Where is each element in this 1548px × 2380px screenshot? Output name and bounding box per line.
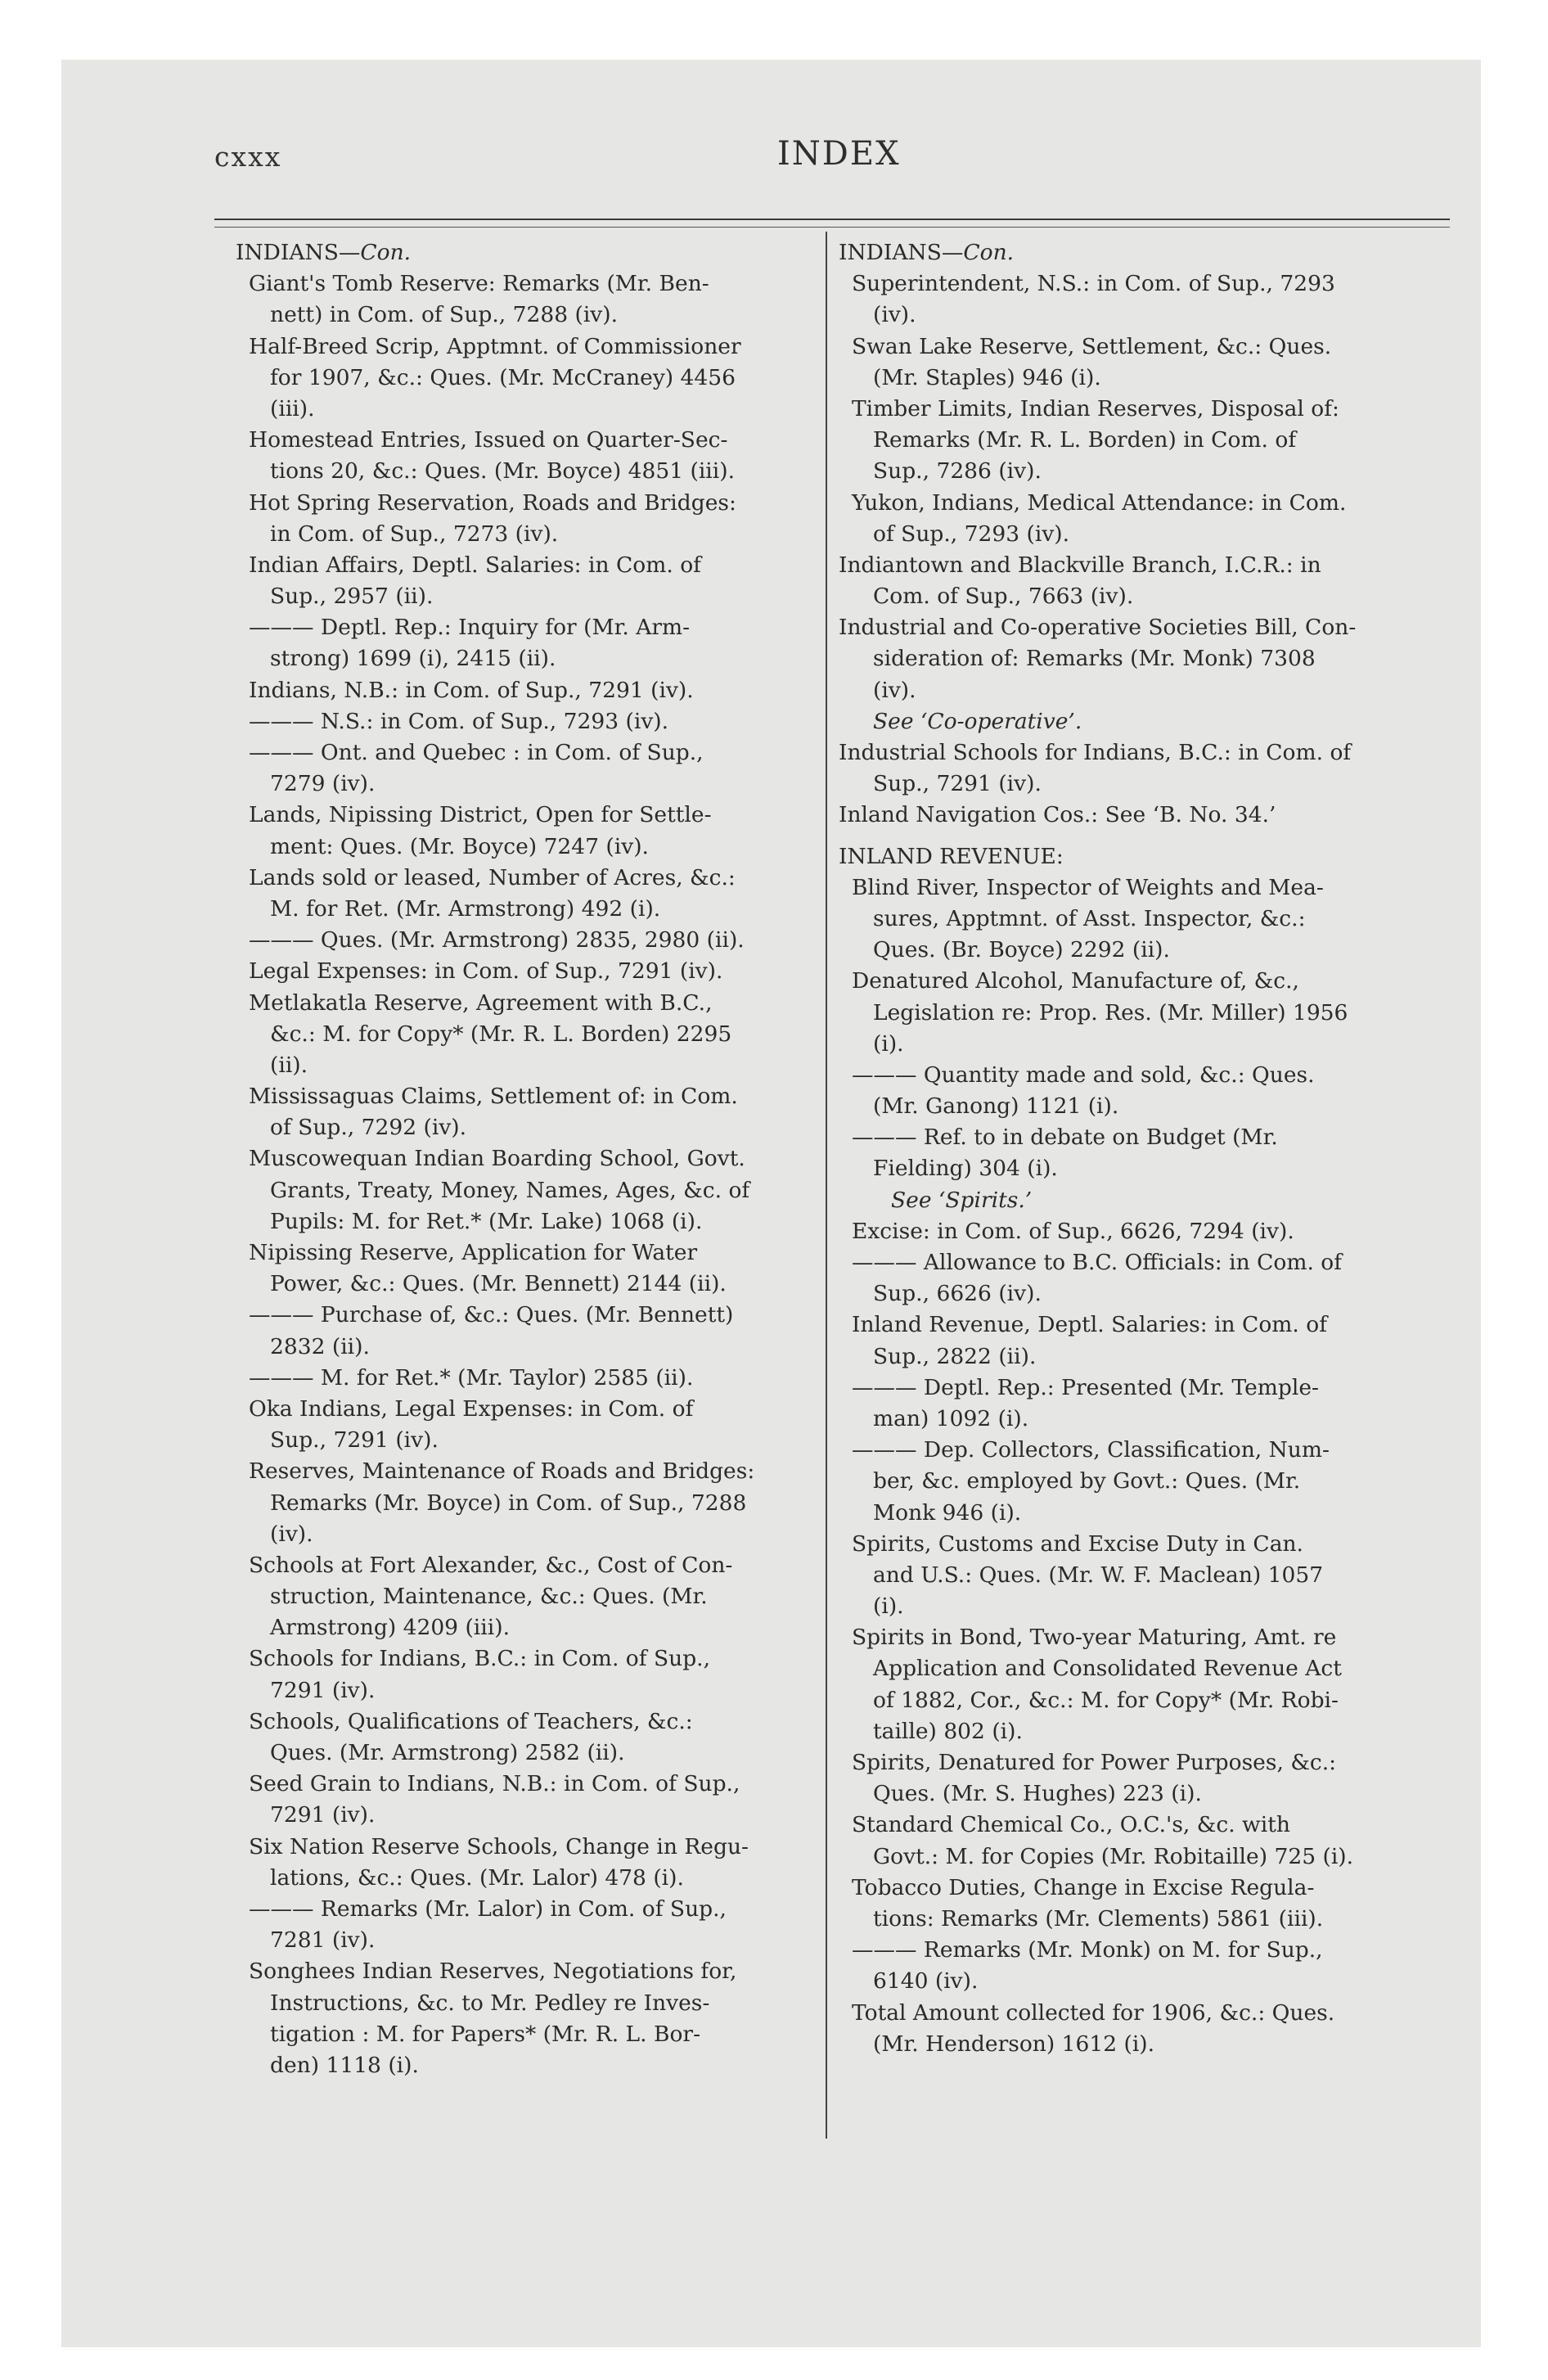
entry-text: Giant's Tomb Reserve: Remarks (Mr. Ben- xyxy=(249,271,709,297)
entry-text: Indian Affairs, Deptl. Salaries: in Com. of xyxy=(249,552,701,578)
entry-text: Monk 946 (i). xyxy=(873,1499,1022,1526)
entry-text: and U.S.: Ques. (Mr. W. F. Maclean) 1057 xyxy=(873,1562,1324,1588)
entry-text: nett) in Com. of Sup., 7288 (iv). xyxy=(270,302,619,328)
entry-text: 2832 (ii). xyxy=(270,1333,370,1359)
index-entry-line xyxy=(839,1435,1421,1466)
entry-text: ——— Quantity made and sold, &c.: Ques. xyxy=(852,1062,1315,1088)
index-entry-line xyxy=(839,581,1421,612)
index-entry-line xyxy=(236,519,818,550)
entry-text: Remarks (Mr. R. L. Borden) in Com. of xyxy=(873,427,1297,453)
entry-text: &c.: M. for Copy* (Mr. R. L. Borden) 2295 xyxy=(270,1021,732,1047)
index-entry-line xyxy=(236,1237,818,1269)
entry-text: Sup., 7286 (iv). xyxy=(873,458,1042,485)
entry-text: of Sup., 7293 (iv). xyxy=(873,521,1070,547)
index-entry-line xyxy=(839,394,1421,425)
index-entry-line xyxy=(236,2019,818,2050)
entry-text: Indians, N.B.: in Com. of Sup., 7291 (iv). xyxy=(249,677,694,703)
entry-text: 7291 (iv). xyxy=(270,1677,376,1703)
index-entry-line xyxy=(236,1112,818,1143)
entry-text: ——— Remarks (Mr. Lalor) in Com. of Sup., xyxy=(249,1895,727,1922)
continued-marker: Con. xyxy=(360,240,412,265)
entry-text: ment: Ques. (Mr. Boyce) 7247 (iv). xyxy=(270,833,649,859)
index-entry-line xyxy=(839,643,1421,674)
index-entry-line xyxy=(839,1716,1421,1747)
index-entry-line xyxy=(236,1456,818,1487)
index-entry-line xyxy=(839,1935,1421,1966)
entry-text: Songhees Indian Reserves, Negotiations for, xyxy=(249,1959,737,1985)
index-heading xyxy=(839,237,1421,268)
entry-text: See ‘Co-operative’. xyxy=(873,708,1082,734)
entry-text: tions: Remarks (Mr. Clements) 5861 (iii). xyxy=(873,1905,1324,1931)
entry-text: Pupils: M. for Ret.* (Mr. Lake) 1068 (i). xyxy=(270,1208,703,1234)
index-entry-line xyxy=(839,1591,1421,1622)
entry-text: Half-Breed Scrip, Apptmnt. of Commissioner xyxy=(249,333,741,359)
entry-text: See ‘Spirits.’ xyxy=(891,1187,1033,1213)
header-rule-thick xyxy=(214,219,1450,220)
entry-text: sures, Apptmnt. of Asst. Inspector, &c.: xyxy=(873,905,1306,931)
index-entry-line xyxy=(839,2029,1421,2060)
entry-text: (iv). xyxy=(270,1521,313,1547)
entry-text: Industrial and Co-operative Societies Bill, Con- xyxy=(839,615,1357,641)
index-entry-line xyxy=(839,1122,1421,1153)
entry-text: ——— Deptl. Rep.: Presented (Mr. Temple- xyxy=(852,1374,1319,1400)
index-entry-line xyxy=(236,1863,818,1894)
index-entry-line xyxy=(236,737,818,769)
index-entry-line xyxy=(236,1988,818,2019)
index-entry-line xyxy=(236,550,818,581)
entry-text: Schools at Fort Alexander, &c., Cost of Con- xyxy=(249,1552,733,1578)
entry-text: Sup., 2822 (ii). xyxy=(873,1343,1037,1369)
entry-text: Schools for Indians, B.C.: in Com. of Sup., xyxy=(249,1646,711,1672)
index-entry-line xyxy=(839,1904,1421,1935)
index-entry-line xyxy=(236,581,818,612)
index-entry-line xyxy=(236,894,818,925)
index-entry-line xyxy=(236,1706,818,1738)
entry-text: strong) 1699 (i), 2415 (ii). xyxy=(270,646,556,672)
entry-text: ——— Ont. and Quebec : in Com. of Sup., xyxy=(249,740,704,765)
index-entry-line xyxy=(236,643,818,674)
entry-text: ——— Purchase of, &c.: Ques. (Mr. Bennett) xyxy=(249,1302,734,1328)
index-entry-line xyxy=(839,1153,1421,1184)
entry-text: Homestead Entries, Issued on Quarter-Sec- xyxy=(249,427,728,453)
entry-text: tions 20, &c.: Ques. (Mr. Boyce) 4851 (iii). xyxy=(270,458,736,485)
entry-text: Inland Revenue, Deptl. Salaries: in Com. of xyxy=(852,1312,1328,1338)
index-entry-line xyxy=(236,300,818,331)
entry-text: of Sup., 7292 (iv). xyxy=(270,1115,467,1141)
index-entry-line xyxy=(236,488,818,519)
index-entry-line xyxy=(236,1769,818,1800)
entry-text: Spirits in Bond, Two-year Maturing, Amt. re xyxy=(852,1625,1337,1651)
entry-text: taille) 802 (i). xyxy=(873,1718,1023,1744)
entry-text: of 1882, Cor., &c.: M. for Copy* (Mr. Robi- xyxy=(873,1687,1339,1713)
entry-text: (i). xyxy=(873,1593,904,1620)
index-entry-line xyxy=(839,675,1421,706)
index-entry-line xyxy=(236,1894,818,1925)
entry-text: Total Amount collected for 1906, &c.: Ques. xyxy=(852,1999,1335,2026)
entry-text: Six Nation Reserve Schools, Change in Regu- xyxy=(249,1833,749,1859)
index-entry-line xyxy=(236,1425,818,1456)
index-entry-line xyxy=(839,1622,1421,1653)
entry-text: Swan Lake Reserve, Settlement, &c.: Ques. xyxy=(852,333,1332,359)
entry-text: (Mr. Ganong) 1121 (i). xyxy=(873,1093,1119,1120)
entry-text: Spirits, Customs and Excise Duty in Can. xyxy=(852,1530,1303,1557)
entry-text: Remarks (Mr. Boyce) in Com. of Sup., 7288 xyxy=(270,1490,747,1516)
entry-text: struction, Maintenance, &c.: Ques. (Mr. xyxy=(270,1584,708,1610)
index-entry-line xyxy=(839,488,1421,519)
entry-text: Sup., 7291 (iv). xyxy=(873,771,1042,797)
index-entry-line xyxy=(236,1363,818,1394)
index-entry-line xyxy=(839,935,1421,966)
entry-text: Com. of Sup., 7663 (iv). xyxy=(873,584,1134,610)
index-entry-line xyxy=(839,998,1421,1029)
entry-text: Excise: in Com. of Sup., 6626, 7294 (iv). xyxy=(852,1218,1294,1244)
index-entry-line xyxy=(839,1341,1421,1373)
index-entry-line xyxy=(236,1800,818,1831)
entry-text: Lands, Nipissing District, Open for Settle- xyxy=(249,802,712,828)
index-entry-line xyxy=(839,1810,1421,1841)
index-entry-line xyxy=(839,300,1421,331)
index-entry-line xyxy=(236,1300,818,1331)
index-entry-line xyxy=(839,1998,1421,2029)
entry-text: man) 1092 (i). xyxy=(873,1405,1029,1431)
entry-text: Industrial Schools for Indians, B.C.: in Com. of xyxy=(839,740,1352,765)
entry-text: Muscowequan Indian Boarding School, Govt. xyxy=(249,1146,745,1172)
entry-text: INDIANS— xyxy=(236,240,361,265)
index-entry-line xyxy=(236,612,818,643)
index-entry-line xyxy=(839,456,1421,487)
entry-text: Grants, Treaty, Money, Names, Ages, &c. of xyxy=(270,1177,750,1203)
index-entry-line xyxy=(236,863,818,894)
index-heading xyxy=(839,612,1421,643)
index-entry-line xyxy=(236,956,818,987)
index-entry-line xyxy=(839,1560,1421,1591)
entry-text: lations, &c.: Ques. (Mr. Lalor) 478 (i). xyxy=(270,1864,684,1891)
entry-text: Ques. (Mr. S. Hughes) 223 (i). xyxy=(873,1781,1202,1807)
page-title: INDEX xyxy=(777,135,901,173)
index-entry-line xyxy=(236,1550,818,1581)
entry-text: (iv). xyxy=(873,302,916,328)
index-heading xyxy=(839,841,1421,872)
entry-text: ——— N.S.: in Com. of Sup., 7293 (iv). xyxy=(249,708,669,734)
index-entry-line xyxy=(839,363,1421,394)
entry-text: Lands sold or leased, Number of Acres, &c.: xyxy=(249,864,736,890)
index-entry-line xyxy=(236,832,818,863)
entry-text: INDIANS— xyxy=(839,240,964,265)
index-entry-line xyxy=(839,1309,1421,1341)
index-entry-line xyxy=(839,872,1421,904)
index-entry-line xyxy=(236,363,818,394)
index-entry-line xyxy=(236,1269,818,1300)
entry-text: Govt.: M. for Copies (Mr. Robitaille) 725 (i). xyxy=(873,1843,1354,1869)
index-entry-line xyxy=(839,1873,1421,1904)
entry-text: Tobacco Duties, Change in Excise Regula- xyxy=(852,1874,1315,1900)
index-entry-line xyxy=(236,1738,818,1769)
index-entry-line xyxy=(236,925,818,956)
entry-text: Nipissing Reserve, Application for Water xyxy=(249,1240,698,1265)
index-heading xyxy=(236,237,818,268)
header-rule-thin xyxy=(214,227,1450,228)
entry-text: in Com. of Sup., 7273 (iv). xyxy=(270,521,559,547)
entry-text: sideration of: Remarks (Mr. Monk) 7308 xyxy=(873,646,1316,672)
entry-text: Fielding) 304 (i). xyxy=(873,1156,1058,1182)
entry-text: ——— Ref. to in debate on Budget (Mr. xyxy=(852,1125,1278,1151)
index-entry-line xyxy=(236,1581,818,1612)
index-entry-line xyxy=(839,1529,1421,1560)
index-heading xyxy=(839,550,1421,581)
index-entry-line xyxy=(236,1956,818,1987)
index-entry-line xyxy=(236,1081,818,1112)
index-entry-line xyxy=(839,1029,1421,1060)
left-column xyxy=(236,237,818,2081)
index-entry-line xyxy=(236,1612,818,1643)
entry-text: Denatured Alcohol, Manufacture of, &c., xyxy=(852,968,1299,994)
index-entry-line xyxy=(236,706,818,737)
entry-text: Sup., 2957 (ii). xyxy=(270,584,434,610)
index-entry-line xyxy=(236,2050,818,2081)
entry-text: Instructions, &c. to Mr. Pedley re Inves- xyxy=(270,1990,710,2016)
right-column xyxy=(839,237,1421,2060)
entry-text: ——— Remarks (Mr. Monk) on M. for Sup., xyxy=(852,1937,1323,1963)
entry-text: ber, &c. employed by Govt.: Ques. (Mr. xyxy=(873,1468,1301,1494)
entry-text: M. for Ret. (Mr. Armstrong) 492 (i). xyxy=(270,895,661,922)
index-entry-line xyxy=(839,706,1421,737)
index-entry-line xyxy=(839,1091,1421,1122)
entry-text: Mississaguas Claims, Settlement of: in Com. xyxy=(249,1084,738,1110)
entry-text: den) 1118 (i). xyxy=(270,2052,419,2078)
entry-text: (ii). xyxy=(270,1052,308,1078)
index-entry-line xyxy=(236,988,818,1019)
index-entry-line xyxy=(236,1175,818,1206)
index-entry-line xyxy=(839,966,1421,997)
index-entry-line xyxy=(839,1747,1421,1778)
index-entry-line xyxy=(236,1519,818,1550)
index-entry-line xyxy=(236,675,818,706)
index-entry-line xyxy=(236,1488,818,1519)
entry-text: Superintendent, N.S.: in Com. of Sup., 7293 xyxy=(852,271,1335,297)
index-entry-line xyxy=(839,904,1421,935)
entry-text: Metlakatla Reserve, Agreement with B.C., xyxy=(249,989,713,1016)
index-entry-line xyxy=(236,1643,818,1675)
index-entry-line xyxy=(839,1653,1421,1684)
index-entry-line xyxy=(236,1675,818,1706)
entry-text: ——— Dep. Collectors, Classification, Num- xyxy=(852,1437,1330,1463)
blank-space xyxy=(839,832,1421,838)
entry-text: Reserves, Maintenance of Roads and Bridges: xyxy=(249,1458,755,1485)
entry-text: Legal Expenses: in Com. of Sup., 7291 (iv). xyxy=(249,958,723,985)
entry-text: (i). xyxy=(873,1030,904,1057)
index-entry-line xyxy=(236,1019,818,1050)
index-entry-line xyxy=(839,1466,1421,1497)
entry-text: ——— Ques. (Mr. Armstrong) 2835, 2980 (ii). xyxy=(249,927,745,953)
column-divider xyxy=(826,232,827,2139)
index-entry-line xyxy=(839,769,1421,800)
entry-text: Hot Spring Reservation, Roads and Bridges: xyxy=(249,489,736,516)
index-entry-line xyxy=(236,1332,818,1363)
entry-text: Oka Indians, Legal Expenses: in Com. of xyxy=(249,1395,694,1422)
index-entry-line xyxy=(236,1925,818,1956)
index-entry-line xyxy=(236,456,818,487)
entry-text: Sup., 7291 (iv). xyxy=(270,1427,439,1454)
index-entry-line xyxy=(839,331,1421,363)
entry-text: (Mr. Staples) 946 (i). xyxy=(873,364,1101,390)
index-entry-line xyxy=(236,394,818,425)
entry-text: 7279 (iv). xyxy=(270,771,376,797)
entry-text: Application and Consolidated Revenue Act xyxy=(873,1656,1342,1682)
entry-text: Armstrong) 4209 (iii). xyxy=(270,1615,510,1641)
index-entry-line xyxy=(236,1394,818,1425)
index-entry-line xyxy=(236,1050,818,1081)
entry-text: ——— Allowance to B.C. Officials: in Com. of xyxy=(852,1250,1343,1275)
index-entry-line xyxy=(236,268,818,300)
index-heading xyxy=(839,737,1421,769)
entry-text: Blind River, Inspector of Weights and Mea- xyxy=(852,874,1324,900)
index-entry-line xyxy=(236,1206,818,1237)
index-entry-line xyxy=(839,1778,1421,1810)
entry-text: (iv). xyxy=(873,677,916,703)
entry-text: Ques. (Br. Boyce) 2292 (ii). xyxy=(873,937,1170,963)
index-entry-line xyxy=(236,1143,818,1174)
entry-text: Spirits, Denatured for Power Purposes, &c.: xyxy=(852,1750,1337,1775)
index-entry-line xyxy=(839,519,1421,550)
entry-text: tigation : M. for Papers* (Mr. R. L. Bor- xyxy=(270,2021,701,2047)
entry-text: (iii). xyxy=(270,395,315,421)
index-entry-line xyxy=(236,331,818,363)
entry-text: INLAND REVENUE: xyxy=(839,843,1064,869)
index-entry-line xyxy=(839,1060,1421,1091)
index-entry-line xyxy=(839,1841,1421,1873)
continued-marker: Con. xyxy=(963,240,1015,265)
index-entry-line xyxy=(236,1832,818,1863)
entry-text: Inland Navigation Cos.: See ‘B. No. 34.’ xyxy=(839,802,1276,828)
entry-text: 6140 (iv). xyxy=(873,1968,979,1995)
entry-text: 7281 (iv). xyxy=(270,1927,376,1954)
index-entry-line xyxy=(839,1966,1421,1997)
entry-text: for 1907, &c.: Ques. (Mr. McCraney) 4456 xyxy=(270,364,736,390)
index-entry-line xyxy=(839,1685,1421,1716)
entry-text: Standard Chemical Co., O.C.'s, &c. with xyxy=(852,1812,1290,1838)
entry-text: Ques. (Mr. Armstrong) 2582 (ii). xyxy=(270,1740,625,1765)
entry-text: Legislation re: Prop. Res. (Mr. Miller) 1956 xyxy=(873,999,1348,1025)
entry-text: 7291 (iv). xyxy=(270,1802,376,1828)
entry-text: (Mr. Henderson) 1612 (i). xyxy=(873,2031,1155,2057)
entry-text: Yukon, Indians, Medical Attendance: in Com. xyxy=(852,489,1347,516)
entry-text: ——— Deptl. Rep.: Inquiry for (Mr. Arm- xyxy=(249,615,691,641)
index-entry-line xyxy=(839,1216,1421,1247)
index-entry-line xyxy=(236,425,818,456)
page-number: cxxx xyxy=(214,141,282,173)
index-entry-line xyxy=(839,425,1421,456)
index-entry-line xyxy=(839,1278,1421,1309)
index-entry-line xyxy=(839,1498,1421,1529)
entry-text: Timber Limits, Indian Reserves, Disposal of: xyxy=(852,395,1339,421)
entry-text: Schools, Qualifications of Teachers, &c.: xyxy=(249,1708,693,1734)
index-entry-line xyxy=(839,1247,1421,1278)
index-entry-line xyxy=(839,1373,1421,1404)
index-entry-line xyxy=(236,769,818,800)
index-entry-line xyxy=(839,268,1421,300)
entry-text: Power, &c.: Ques. (Mr. Bennett) 2144 (ii). xyxy=(270,1271,727,1297)
index-entry-line xyxy=(236,800,818,831)
index-heading xyxy=(839,800,1421,831)
index-entry-line xyxy=(839,1404,1421,1435)
entry-text: Sup., 6626 (iv). xyxy=(873,1281,1042,1307)
entry-text: Seed Grain to Indians, N.B.: in Com. of Sup., xyxy=(249,1771,740,1797)
entry-text: Indiantown and Blackville Branch, I.C.R.: in xyxy=(839,552,1321,578)
entry-text: ——— M. for Ret.* (Mr. Taylor) 2585 (ii). xyxy=(249,1364,694,1391)
index-entry-line xyxy=(839,1185,1421,1216)
